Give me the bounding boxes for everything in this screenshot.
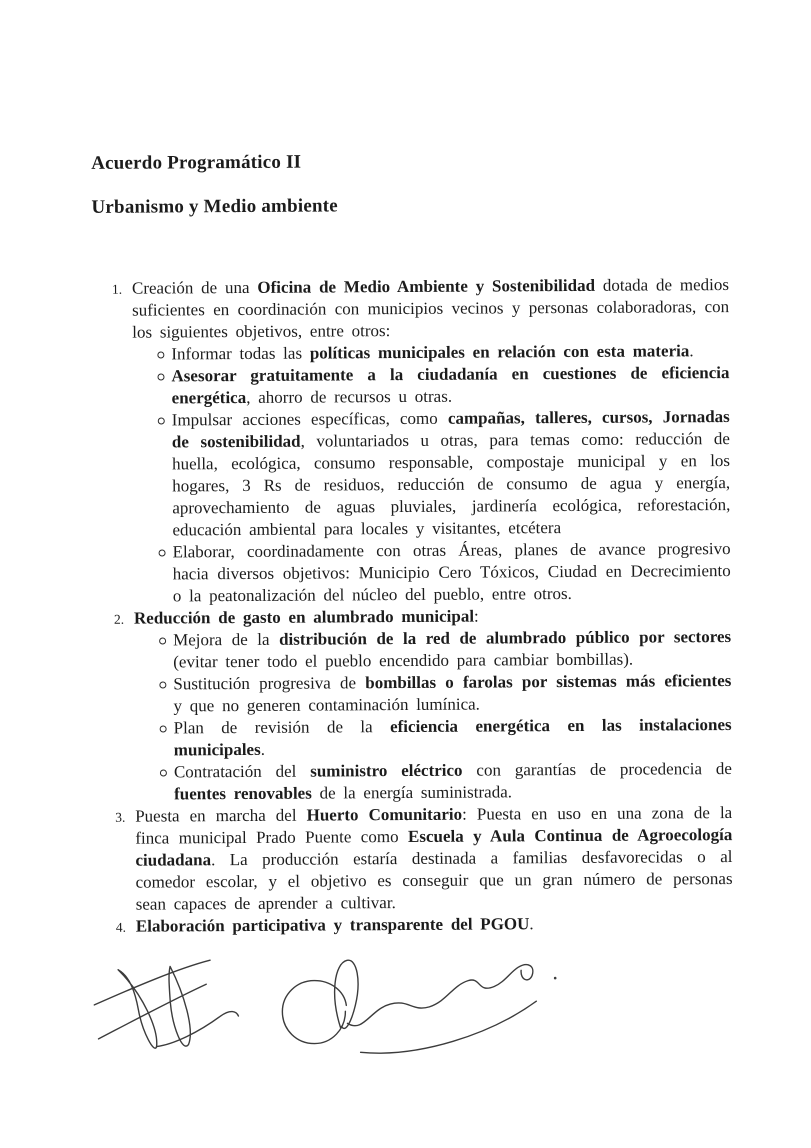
text-run: , ahorro de recursos u otras.	[246, 386, 453, 407]
item-number: 4.	[115, 919, 127, 935]
circle-bullet-icon	[157, 365, 171, 380]
subitem-text	[174, 758, 732, 805]
circle-bullet-icon	[160, 761, 174, 776]
text-run: Puesta en marcha del	[135, 805, 307, 826]
item-number: 3.	[115, 809, 126, 825]
bold-text: bombillas o farolas por sistemas más eficientes	[365, 671, 732, 693]
document-title: Acuerdo Programático II	[91, 151, 302, 174]
text-run: Creación de una	[131, 277, 258, 298]
list-item-1	[112, 274, 731, 608]
circle-bullet-icon	[159, 541, 173, 556]
circle-bullet-icon	[159, 673, 173, 688]
bold-text: Oficina de Medio Ambiente y Sostenibilidad	[257, 275, 596, 297]
sub-list-item	[159, 670, 731, 717]
text-run: Elaborar, coordinadamente con otras Áreas, planes de avance progresivo hacia diversos objetivos: Municipio Cero Tóxicos, Ciudad en Decrecimiento o la peatonalización del núcleo del pueblo, entre otros.	[172, 539, 731, 606]
subitem-text	[173, 538, 731, 607]
list-item-4	[116, 912, 733, 939]
handwritten-signatures	[58, 952, 589, 1075]
bold-text: eficiencia energética en las instalaciones municipales	[173, 715, 732, 760]
bold-text: Reducción de gasto en alumbrado municipal	[133, 606, 475, 628]
text-run: Impulsar acciones específicas, como	[171, 408, 448, 430]
text-run: Informar todas las	[171, 343, 310, 364]
bold-text: suministro eléctrico	[310, 760, 463, 781]
list-item-2	[114, 604, 732, 806]
signature-right	[282, 959, 557, 1054]
document-subtitle: Urbanismo y Medio ambiente	[91, 195, 338, 218]
text-run: Sustitución progresiva de	[173, 673, 366, 694]
subitem-text	[171, 340, 693, 365]
text-run: , voluntariados u otras, para temas como: reducción de huella, ecológica, consumo responsable, compostaje municipal y en los hogares, 3 Rs de residuos, reducción de consumo de agua y energía, aprovechamiento de aguas pluviales, jardinería ecológica, reforestación, educación ambiental para locales y visitantes, etcétera	[171, 429, 731, 540]
subitem-text	[173, 626, 731, 673]
circle-bullet-icon	[157, 343, 171, 358]
item-number: 2.	[113, 611, 125, 627]
text-run: . La producción estaría destinada a familias desfavorecidas o al comedor escolar, y el objetivo es conseguir que un gran número de personas sean capaces de aprender a cultivar.	[135, 847, 733, 914]
text-run: con garantías de procedencia de	[462, 759, 732, 780]
item-paragraph	[136, 912, 733, 938]
subitem-text	[171, 362, 729, 409]
item-body	[132, 274, 731, 608]
text-run: .	[529, 914, 534, 934]
text-run: .	[260, 739, 265, 759]
subitem-text	[172, 406, 731, 541]
sub-list-item	[157, 362, 729, 409]
text-run: y que no generen contaminación lumínica.	[173, 694, 480, 716]
text-run: dotada de medios suficientes en coordinación con municipios vecinos y personas colaboradoras, con los siguientes objetivos, entre otros:	[132, 275, 730, 342]
item-number: 1.	[111, 281, 123, 297]
bold-text: políticas municipales en relación con esta materia	[309, 341, 690, 363]
signature-left	[94, 960, 239, 1049]
item-body	[136, 912, 733, 938]
bold-text: distribución de la red de alumbrado público por sectores	[278, 627, 732, 649]
text-run: Contratación del	[173, 761, 311, 782]
circle-bullet-icon	[158, 409, 172, 424]
circle-bullet-icon	[159, 629, 173, 644]
item-body	[135, 802, 733, 916]
sub-list-item	[159, 626, 731, 673]
bold-text: campañas, talleres, cursos, Jornadas de sostenibilidad	[171, 407, 730, 452]
text-run: .	[689, 341, 694, 361]
text-run: : Puesta en uso en una zona de la finca municipal Prado Puente como	[135, 803, 733, 848]
signatures-block	[58, 952, 589, 1075]
item-paragraph	[132, 274, 729, 344]
sub-list	[157, 340, 731, 607]
sub-list-item	[158, 406, 731, 541]
bold-text: Elaboración participativa y transparente del PGOU	[135, 914, 530, 936]
item-paragraph	[135, 802, 733, 916]
bold-text: Escuela y Aula Continua de Agroecología ciudadana	[135, 825, 733, 870]
sub-list-item	[159, 538, 731, 607]
text-run: Mejora de la	[173, 629, 280, 650]
sub-list-item	[160, 714, 732, 761]
numbered-list	[112, 274, 733, 939]
text-run: Plan de revisión de la	[173, 717, 391, 738]
subitem-text	[174, 714, 732, 761]
list-item-3	[115, 802, 733, 916]
subitem-text	[173, 670, 731, 717]
bold-text: fuentes renovables	[173, 783, 312, 804]
text-run: (evitar tener todo el pueblo encendido para cambiar bombillas).	[173, 649, 634, 672]
bold-text: Asesorar gratuitamente a la ciudadanía en cuestiones de eficiencia energética	[171, 363, 730, 408]
text-run: de la energía suministrada.	[311, 782, 513, 803]
sub-list-item	[160, 758, 732, 805]
sub-list	[159, 626, 732, 805]
text-run: :	[473, 606, 479, 626]
circle-bullet-icon	[160, 717, 174, 732]
item-body	[134, 604, 732, 806]
bold-text: Huerto Comunitario	[306, 804, 463, 825]
